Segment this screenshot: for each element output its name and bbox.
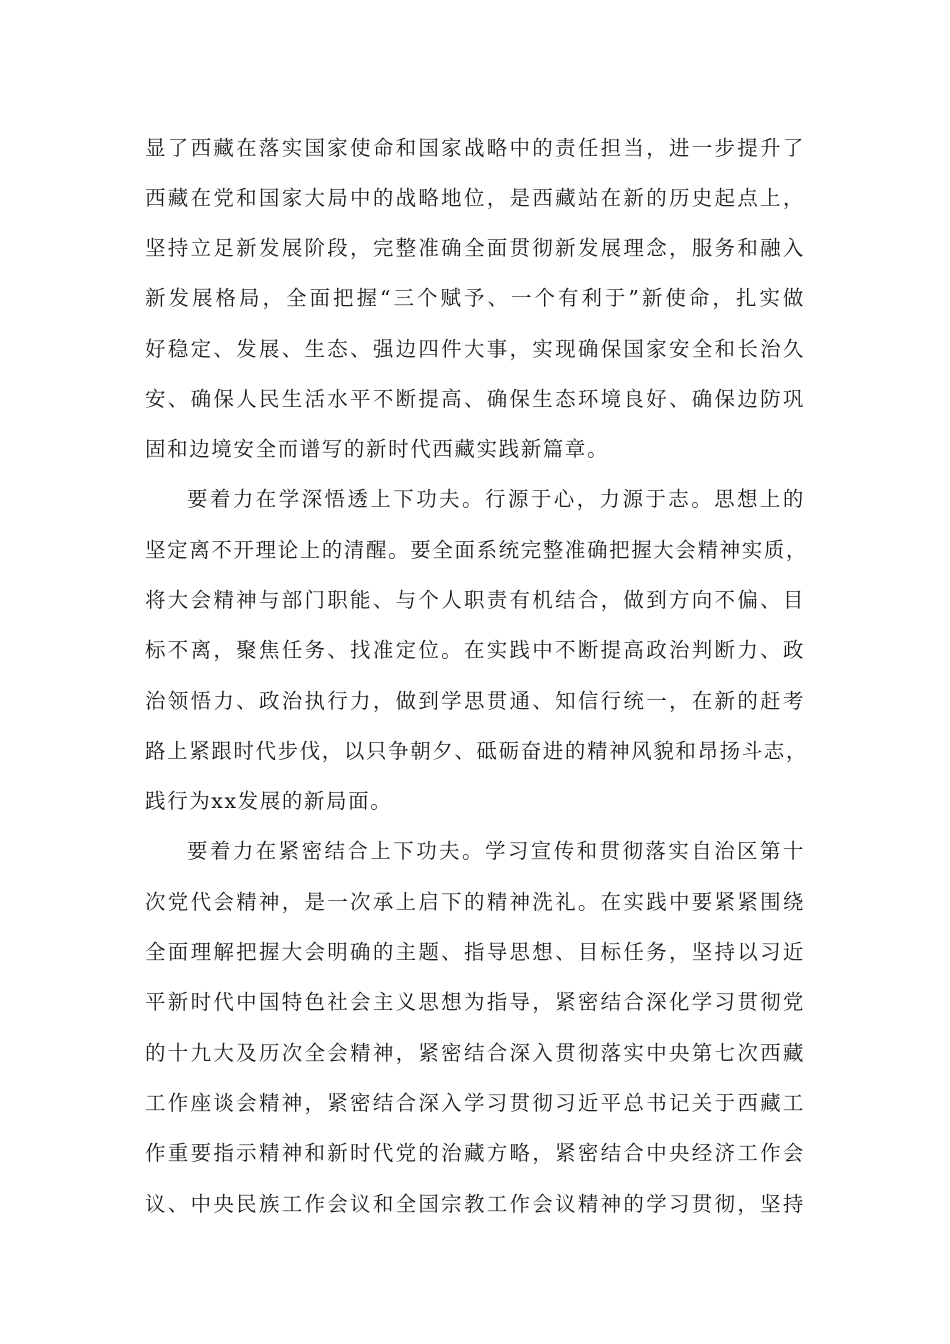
paragraph-1-line-6: 安、确保人民生活水平不断提高、确保生态环境良好、确保边防巩 <box>145 387 805 411</box>
paragraph-3-line-8: 议、中央民族工作会议和全国宗教工作会议精神的学习贯彻，坚持 <box>145 1192 805 1216</box>
paragraph-1-line-3: 坚持立足新发展阶段，完整准确全面贯彻新发展理念，服务和融入 <box>145 236 805 260</box>
paragraph-2-line-3: 将大会精神与部门职能、与个人职责有机结合，做到方向不偏、目 <box>145 588 805 612</box>
paragraph-3-line-6: 工作座谈会精神，紧密结合深入学习贯彻习近平总书记关于西藏工 <box>145 1091 805 1115</box>
paragraph-1-line-7: 固和边境安全而谱写的新时代西藏实践新篇章。 <box>145 437 610 461</box>
paragraph-2-line-1: 要着力在学深悟透上下功夫。行源于心，力源于志。思想上的 <box>187 487 805 511</box>
paragraph-2-line-2: 坚定离不开理论上的清醒。要全面系统完整准确把握大会精神实质， <box>145 538 808 562</box>
paragraph-1-line-2: 西藏在党和国家大局中的战略地位，是西藏站在新的历史起点上， <box>145 186 805 210</box>
paragraph-2-line-5: 治领悟力、政治执行力，做到学思贯通、知信行统一，在新的赶考 <box>145 689 805 713</box>
paragraph-2-line-4: 标不离，聚焦任务、找准定位。在实践中不断提高政治判断力、政 <box>145 638 805 662</box>
paragraph-2-line-6: 路上紧跟时代步伐，以只争朝夕、砥砺奋进的精神风貌和昂扬斗志， <box>145 739 808 763</box>
paragraph-3-line-1: 要着力在紧密结合上下功夫。学习宣传和贯彻落实自治区第十 <box>187 839 805 863</box>
paragraph-3-line-4: 平新时代中国特色社会主义思想为指导，紧密结合深化学习贯彻党 <box>145 990 805 1014</box>
paragraph-1-line-1: 显了西藏在落实国家使命和国家战略中的责任担当，进一步提升了 <box>145 136 805 160</box>
paragraph-3-line-7: 作重要指示精神和新时代党的治藏方略，紧密结合中央经济工作会 <box>145 1141 805 1165</box>
paragraph-2-line-7: 践行为xx发展的新局面。 <box>145 789 393 813</box>
paragraph-3-line-3: 全面理解把握大会明确的主题、指导思想、目标任务，坚持以习近 <box>145 940 805 964</box>
paragraph-1-line-5: 好稳定、发展、生态、强边四件大事，实现确保国家安全和长治久 <box>145 337 805 361</box>
paragraph-1-line-4: 新发展格局，全面把握“三个赋予、一个有利于”新使命，扎实做 <box>145 286 805 310</box>
paragraph-3-line-5: 的十九大及历次全会精神，紧密结合深入贯彻落实中央第七次西藏 <box>145 1041 805 1065</box>
paragraph-3-line-2: 次党代会精神，是一次承上启下的精神洗礼。在实践中要紧紧围绕 <box>145 890 805 914</box>
